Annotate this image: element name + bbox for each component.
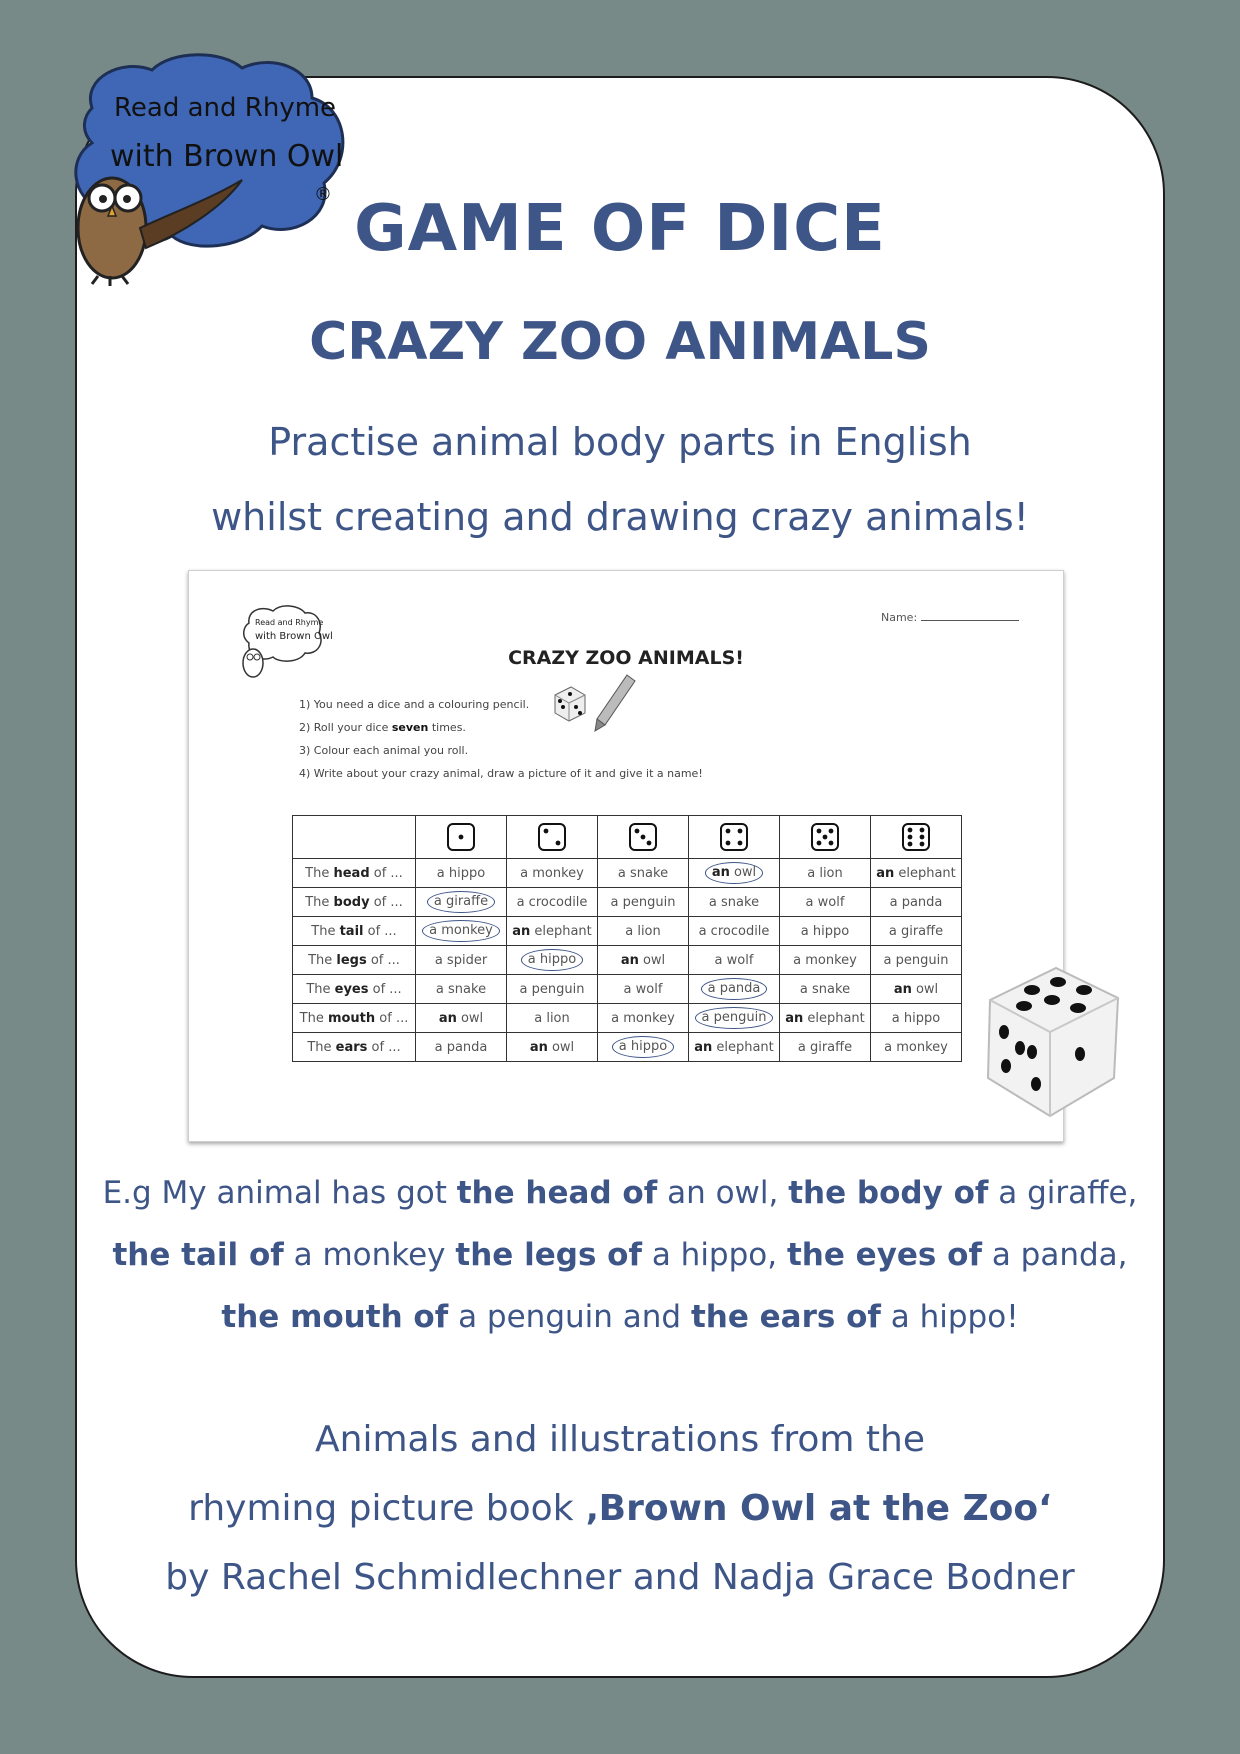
- worksheet-step: 1) You need a dice and a colouring pencil.: [299, 698, 530, 711]
- die-face-4-icon: [719, 822, 749, 852]
- die-face-2-header: [507, 816, 598, 859]
- row-label: The eyes of ...: [293, 975, 416, 1004]
- table-cell: a monkey: [780, 946, 871, 975]
- table-cell: an owl: [871, 975, 962, 1004]
- circled-animal: a penguin: [695, 1007, 774, 1029]
- table-row: [293, 1033, 962, 1062]
- table-row: [293, 975, 962, 1004]
- worksheet-title: CRAZY ZOO ANIMALS!: [508, 647, 744, 669]
- pencil-icon: [589, 671, 639, 733]
- table-cell: a monkey: [507, 859, 598, 888]
- dice-image: [980, 960, 1122, 1120]
- logo-line1-text: Read and Rhyme: [114, 93, 337, 123]
- book-title: ‚Brown Owl at the Zoo‘: [585, 1488, 1052, 1529]
- credits: [0, 1405, 1240, 1612]
- table-cell: a snake: [780, 975, 871, 1004]
- table-cell: a snake: [598, 859, 689, 888]
- page-title: GAME OF DICE: [354, 192, 886, 266]
- table-cell: a penguin: [598, 888, 689, 917]
- example-text: [0, 1162, 1240, 1348]
- svg-text:Read and Rhyme: Read and Rhyme: [255, 618, 324, 627]
- die-face-6-icon: [901, 822, 931, 852]
- table-cell: a giraffe: [871, 917, 962, 946]
- table-cell: a crocodile: [507, 888, 598, 917]
- row-label: The head of ...: [293, 859, 416, 888]
- table-cell: a lion: [507, 1004, 598, 1033]
- intro-line-2: whilst creating and drawing crazy animals!: [211, 495, 1029, 539]
- die-face-5-header: [780, 816, 871, 859]
- table-cell: [689, 975, 780, 1004]
- page-subtitle: CRAZY ZOO ANIMALS: [309, 312, 931, 372]
- dice-icon: [549, 683, 589, 723]
- table-cell: a lion: [598, 917, 689, 946]
- worksheet-step: 3) Colour each animal you roll.: [299, 744, 469, 757]
- row-label: The body of ...: [293, 888, 416, 917]
- table-cell: a lion: [780, 859, 871, 888]
- table-cell: an owl: [507, 1033, 598, 1062]
- table-cell: a hippo: [780, 917, 871, 946]
- circled-animal: a monkey: [422, 920, 500, 942]
- row-label: The legs of ...: [293, 946, 416, 975]
- table-row: [293, 888, 962, 917]
- table-cell: [507, 946, 598, 975]
- table-row: [293, 946, 962, 975]
- table-cell: a hippo: [871, 1004, 962, 1033]
- dice-table: [292, 815, 962, 1062]
- die-face-1-icon: [446, 822, 476, 852]
- die-face-4-header: [689, 816, 780, 859]
- credits-line-2: rhyming picture book ‚Brown Owl at the Zoo‘: [188, 1488, 1052, 1529]
- credits-line-1: Animals and illustrations from the: [315, 1419, 925, 1460]
- table-cell: an elephant: [507, 917, 598, 946]
- logo-line2-text: with Brown Owl: [110, 139, 344, 174]
- table-cell: a snake: [689, 888, 780, 917]
- die-face-5-icon: [810, 822, 840, 852]
- brown-owl-logo: [62, 48, 352, 308]
- worksheet-step: 2) Roll your dice seven times.: [299, 721, 466, 734]
- table-cell: a giraffe: [780, 1033, 871, 1062]
- table-cell: a monkey: [598, 1004, 689, 1033]
- example-line-1: E.g My animal has got the head of an owl, the body of a giraffe,: [102, 1175, 1138, 1211]
- row-label: The ears of ...: [293, 1033, 416, 1062]
- die-face-6-header: [871, 816, 962, 859]
- table-cell: a snake: [416, 975, 507, 1004]
- table-cell: a monkey: [871, 1033, 962, 1062]
- table-cell: a penguin: [507, 975, 598, 1004]
- circled-animal: a hippo: [612, 1036, 674, 1058]
- table-cell: an elephant: [780, 1004, 871, 1033]
- circled-animal: a panda: [701, 978, 768, 1000]
- circled-animal: a hippo: [521, 949, 583, 971]
- row-label: The mouth of ...: [293, 1004, 416, 1033]
- intro-line-1: Practise animal body parts in English: [268, 420, 972, 464]
- table-cell: an owl: [598, 946, 689, 975]
- table-cell: a wolf: [780, 888, 871, 917]
- table-cell: a panda: [416, 1033, 507, 1062]
- registered-mark: ®: [314, 184, 332, 205]
- table-cell: a penguin: [871, 946, 962, 975]
- table-cell: a spider: [416, 946, 507, 975]
- table-corner: [293, 816, 416, 859]
- table-cell: a wolf: [689, 946, 780, 975]
- table-cell: [598, 1033, 689, 1062]
- intro-text: [0, 405, 1240, 555]
- table-cell: a hippo: [416, 859, 507, 888]
- table-cell: an elephant: [871, 859, 962, 888]
- table-cell: an elephant: [689, 1033, 780, 1062]
- die-face-2-icon: [537, 822, 567, 852]
- table-cell: [689, 859, 780, 888]
- example-line-2: the tail of a monkey the legs of a hippo, the eyes of a panda,: [112, 1237, 1128, 1273]
- table-cell: [689, 1004, 780, 1033]
- table-cell: [416, 888, 507, 917]
- circled-animal: a giraffe: [427, 891, 495, 913]
- worksheet-logo: [239, 603, 333, 681]
- circled-animal: an owl: [705, 862, 763, 884]
- table-cell: an owl: [416, 1004, 507, 1033]
- credits-line-3: by Rachel Schmidlechner and Nadja Grace Bodner: [165, 1557, 1075, 1598]
- table-cell: [416, 917, 507, 946]
- die-face-3-header: [598, 816, 689, 859]
- worksheet-preview: [188, 570, 1064, 1142]
- table-row: [293, 859, 962, 888]
- table-row: [293, 1004, 962, 1033]
- svg-text:with Brown Owl: with Brown Owl: [255, 631, 333, 642]
- table-cell: a crocodile: [689, 917, 780, 946]
- example-line-3: the mouth of a penguin and the ears of a hippo!: [221, 1299, 1019, 1335]
- name-field: Name:: [881, 611, 1019, 624]
- table-cell: a wolf: [598, 975, 689, 1004]
- worksheet-step: 4) Write about your crazy animal, draw a picture of it and give it a name!: [299, 767, 703, 780]
- table-row: [293, 917, 962, 946]
- row-label: The tail of ...: [293, 917, 416, 946]
- worksheet-steps: [299, 693, 703, 785]
- die-face-1-header: [416, 816, 507, 859]
- table-cell: a panda: [871, 888, 962, 917]
- die-face-3-icon: [628, 822, 658, 852]
